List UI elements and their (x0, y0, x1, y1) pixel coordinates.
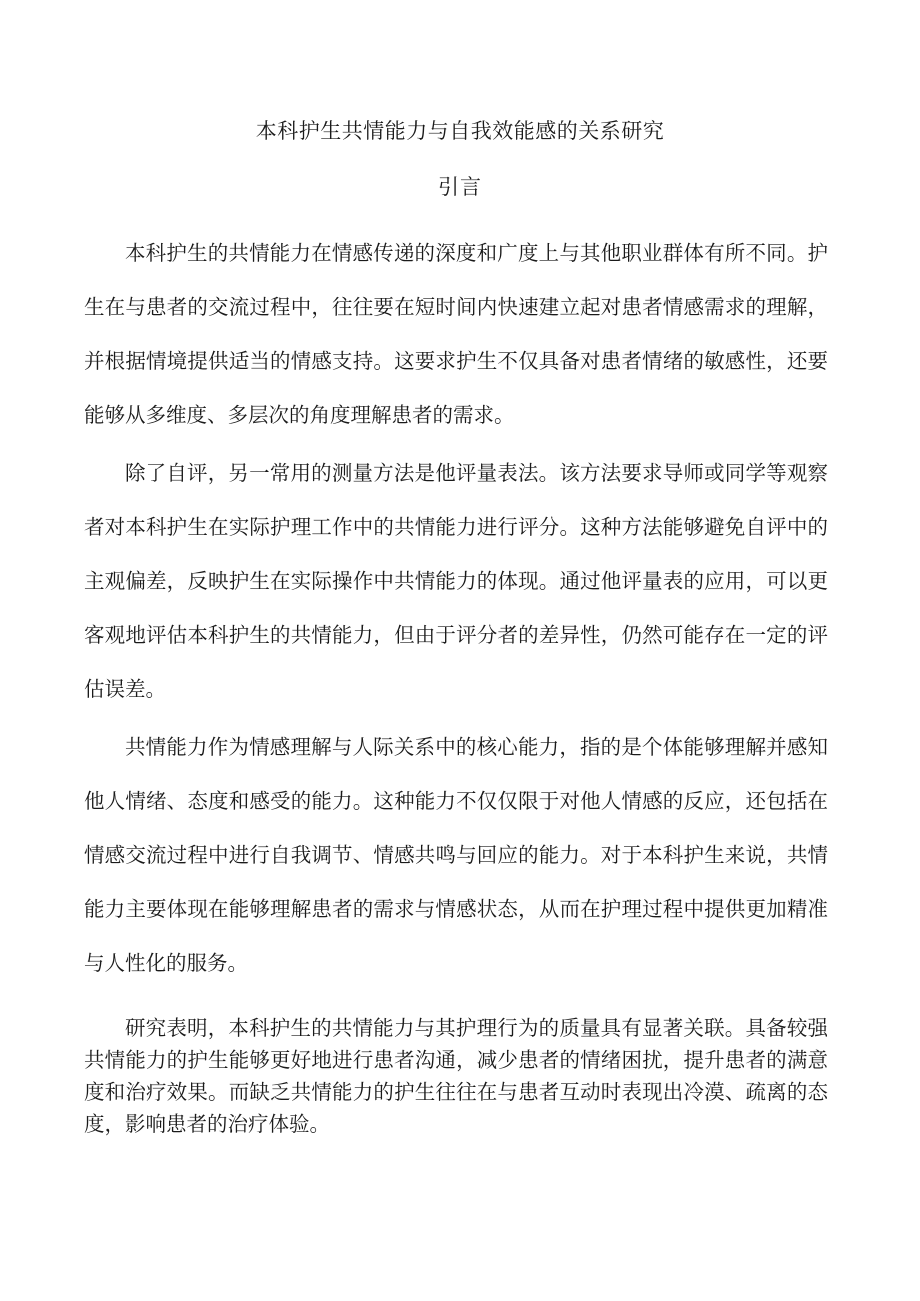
section-heading: 引言 (438, 175, 482, 199)
document-title: 本科护生共情能力与自我效能感的关系研究 (255, 119, 665, 143)
paragraph-1: 本科护生的共情能力在情感传递的深度和广度上与其他职业群体有所不同。护生在与患者的交流过程中，往往要在短时间内快速建立起对患者情感需求的理解，并根据情境提供适当的情感支持。这要求护生不仅具备对患者情绪的敏感性，还要能够从多维度、多层次的角度理解患者的需求。 (84, 241, 828, 427)
paragraph-2: 除了自评，另一常用的测量方法是他评量表法。该方法要求导师或同学等观察者对本科护生在实际护理工作中的共情能力进行评分。这种方法能够避免自评中的主观偏差，反映护生在实际操作中共情能力的体现。通过他评量表的应用，可以更客观地评估本科护生的共情能力，但由于评分者的差异性，仍然可能存在一定的评估误差。 (84, 461, 828, 701)
paragraph-3: 共情能力作为情感理解与人际关系中的核心能力，指的是个体能够理解并感知他人情绪、态度和感受的能力。这种能力不仅仅限于对他人情感的反应，还包括在情感交流过程中进行自我调节、情感共鸣与回应的能力。对于本科护生来说，共情能力主要体现在能够理解患者的需求与情感状态，从而在护理过程中提供更加精准与人性化的服务。 (84, 735, 828, 975)
paragraph-4: 研究表明，本科护生的共情能力与其护理行为的质量具有显著关联。具备较强共情能力的护生能够更好地进行患者沟通，减少患者的情绪困扰，提升患者的满意度和治疗效果。而缺乏共情能力的护生往往在与患者互动时表现出冷漠、疏离的态度，影响患者的治疗体验。 (84, 1016, 828, 1136)
